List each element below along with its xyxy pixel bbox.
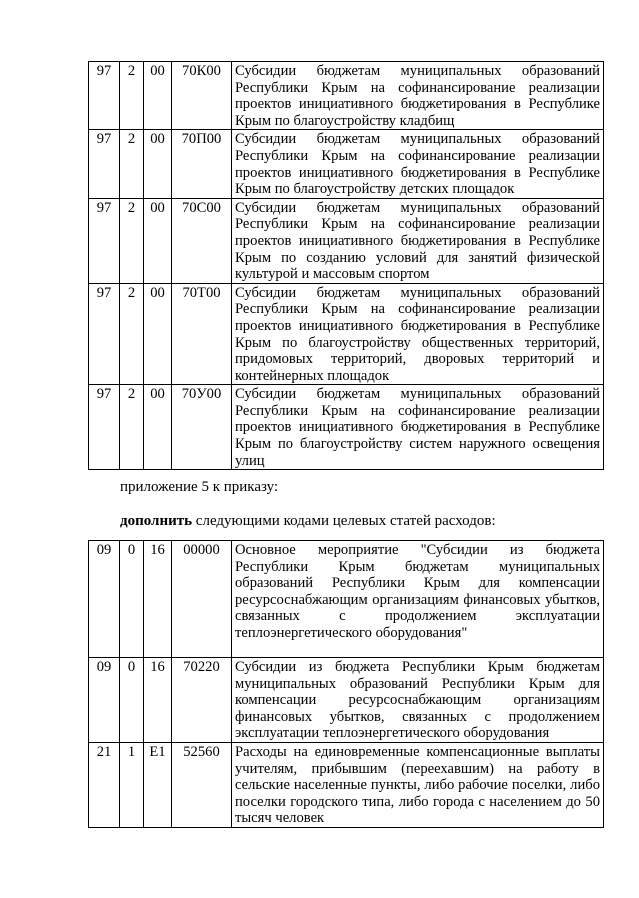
section-code: 09 [89,541,120,658]
subprogram-code: 0 [120,658,144,743]
expense-description: Субсидии бюджетам муниципальных образований Республики Крым на софинансирование реализации проектов инициативного бюджетирования в Республике Крым по созданию условий для занятий физической культурой и массовым спортом [232,198,604,283]
expense-direction-code: 70У00 [172,385,232,470]
measure-code: Е1 [144,742,172,827]
table-row [89,283,604,385]
expense-description: Основное мероприятие "Субсидии из бюджета Республики Крым бюджетам муниципальных образований Республики Крым для компенсации ресурсоснабжающим организациям финансовых убытков, связанных с продолжением эксплуатации теплоэнергетического оборудования" [232,541,604,658]
section-code: 97 [89,62,120,130]
table-row [89,130,604,198]
expense-direction-code: 70С00 [172,198,232,283]
section-code: 21 [89,742,120,827]
measure-code: 00 [144,385,172,470]
table-row [89,198,604,283]
expense-description: Субсидии бюджетам муниципальных образований Республики Крым на софинансирование реализации проектов инициативного бюджетирования в Республике Крым по благоустройству общественных территорий, придомовых территорий, дворовых территорий и контейнерных площадок [232,283,604,385]
section-code: 97 [89,198,120,283]
measure-code: 16 [144,658,172,743]
section-code: 09 [89,658,120,743]
expense-description: Субсидии бюджетам муниципальных образований Республики Крым на софинансирование реализации проектов инициативного бюджетирования в Республике Крым по благоустройству кладбищ [232,62,604,130]
target-codes-table-bottom [88,540,604,828]
expense-direction-code: 70П00 [172,130,232,198]
table-row [89,62,604,130]
subprogram-code: 2 [120,198,144,283]
subprogram-code: 0 [120,541,144,658]
section-code: 97 [89,385,120,470]
supplement-instruction [120,512,496,530]
section-code: 97 [89,130,120,198]
measure-code: 00 [144,283,172,385]
measure-code: 00 [144,62,172,130]
expense-description: Субсидии из бюджета Республики Крым бюджетам муниципальных образований Республики Крым для компенсации ресурсоснабжающим организациям финансовых убытков, связанных с продолжением эксплуатации теплоэнергетического оборудования [232,658,604,743]
measure-code: 00 [144,198,172,283]
expense-direction-code: 70Т00 [172,283,232,385]
measure-code: 00 [144,130,172,198]
expense-direction-code: 70220 [172,658,232,743]
expense-direction-code: 52560 [172,742,232,827]
expense-description: Субсидии бюджетам муниципальных образований Республики Крым на софинансирование реализации проектов инициативного бюджетирования в Республике Крым по благоустройству систем наружного освещения улиц [232,385,604,470]
supplement-text: следующими кодами целевых статей расходов: [192,513,496,529]
measure-code: 16 [144,541,172,658]
table-row [89,658,604,743]
expense-direction-code: 70К00 [172,62,232,130]
subprogram-code: 2 [120,130,144,198]
subprogram-code: 1 [120,742,144,827]
expense-direction-code: 00000 [172,541,232,658]
target-codes-table-top [88,61,604,470]
supplement-verb: дополнить [120,513,193,529]
subprogram-code: 2 [120,283,144,385]
subprogram-code: 2 [120,385,144,470]
table-row [89,385,604,470]
table-row [89,541,604,658]
section-code: 97 [89,283,120,385]
expense-description: Расходы на единовременные компенсационные выплаты учителям, прибывшим (переехавшим) на работу в сельские населенные пункты, либо рабочие поселки, либо поселки городского типа, либо города с населением до 50 тысяч человек [232,742,604,827]
expense-description: Субсидии бюджетам муниципальных образований Республики Крым на софинансирование реализации проектов инициативного бюджетирования в Республике Крым по благоустройству детских площадок [232,130,604,198]
appendix-reference: приложение 5 к приказу: [120,479,279,495]
table-row [89,742,604,827]
subprogram-code: 2 [120,62,144,130]
